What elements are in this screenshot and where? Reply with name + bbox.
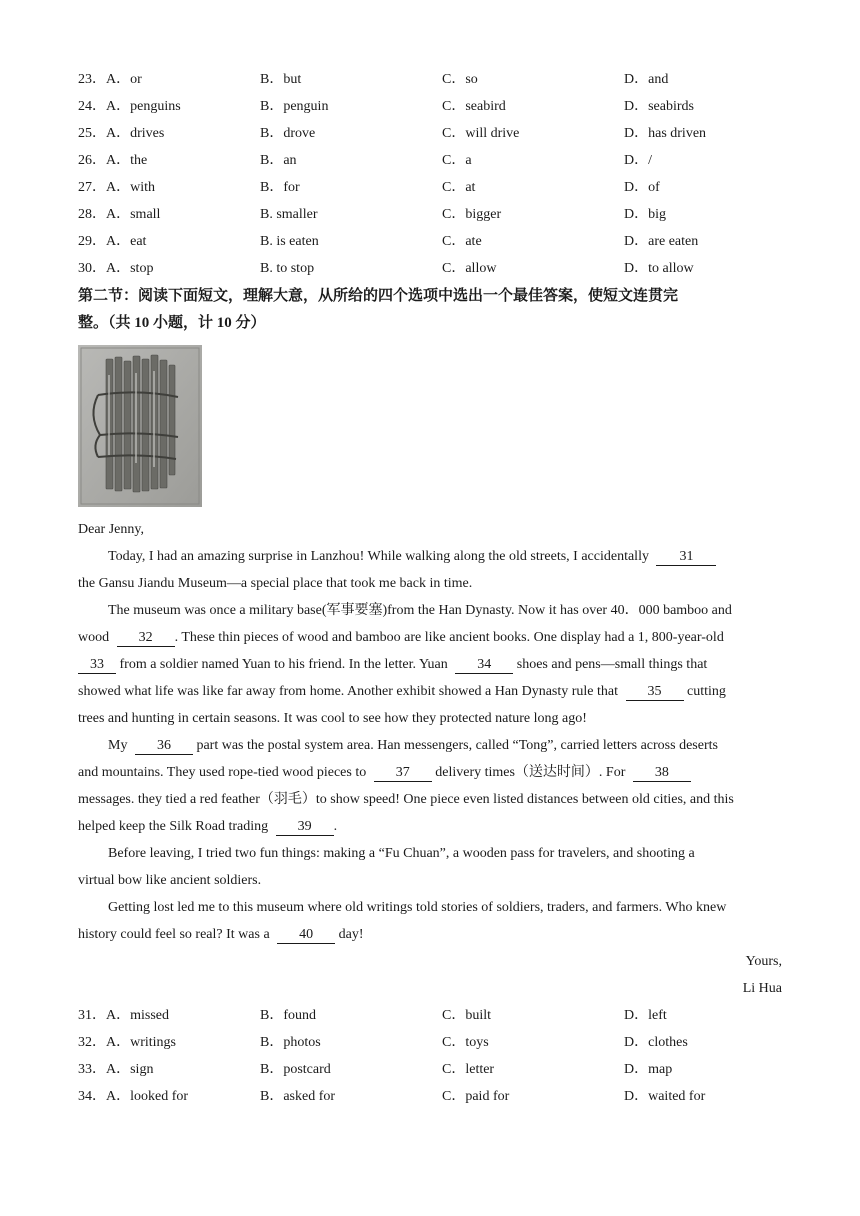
letter-line bbox=[108, 547, 820, 567]
letter-line bbox=[78, 763, 790, 783]
letter-text: history could feel so real? It was a bbox=[78, 927, 270, 942]
letter-text: Today, I had an amazing surprise in Lanzhou! While walking along the old streets, I accidentally bbox=[108, 549, 649, 564]
option-b: B．postcard bbox=[260, 1062, 331, 1077]
letter-line bbox=[78, 655, 790, 675]
option-c: C．a bbox=[442, 153, 472, 168]
option-d: D．has driven bbox=[624, 126, 707, 141]
blank-31: 31 bbox=[656, 548, 716, 566]
letter-signature: Li Hua bbox=[742, 981, 782, 996]
option-d: D．and bbox=[624, 72, 669, 87]
option-d: D．clothes bbox=[624, 1035, 688, 1050]
option-c: C．so bbox=[442, 72, 478, 87]
letter-greeting: Dear Jenny, bbox=[78, 522, 144, 537]
option-a: 28．A．small bbox=[78, 207, 161, 222]
letter-text: showed what life was like far away from home. Another exhibit showed a Han Dynasty rule that bbox=[78, 684, 619, 699]
blank-34: 34 bbox=[455, 656, 513, 674]
option-b: B. to stop bbox=[260, 261, 315, 276]
option-a: 30．A．stop bbox=[78, 261, 154, 276]
option-b: B．for bbox=[260, 180, 300, 195]
option-d: D．map bbox=[624, 1062, 673, 1077]
letter-text: and mountains. They used rope-tied wood pieces to bbox=[78, 765, 367, 780]
section-heading-line-2: 整。（共 10 小题，计 10 分） bbox=[78, 315, 266, 331]
option-d: D．are eaten bbox=[624, 234, 699, 249]
option-b: B．an bbox=[260, 153, 297, 168]
option-b: B. is eaten bbox=[260, 234, 319, 249]
option-b: B. smaller bbox=[260, 207, 318, 222]
option-c: C．letter bbox=[442, 1062, 495, 1077]
letter-line bbox=[78, 628, 790, 648]
option-a: 33．A．sign bbox=[78, 1062, 154, 1077]
section-heading bbox=[78, 283, 790, 337]
letter-text: shoes and pens—small things that bbox=[516, 657, 708, 672]
letter-line: the Gansu Jiandu Museum—a special place that took me back in time. bbox=[78, 576, 473, 591]
option-d: D．/ bbox=[624, 153, 652, 168]
letter-text: . bbox=[333, 819, 338, 834]
option-c: C．at bbox=[442, 180, 476, 195]
option-a: 24．A．penguins bbox=[78, 99, 181, 114]
option-a: 23．A．or bbox=[78, 72, 142, 87]
option-d: D．big bbox=[624, 207, 666, 222]
letter-text: wood bbox=[78, 630, 110, 645]
letter-closing: Yours, bbox=[745, 954, 782, 969]
letter-text: from a soldier named Yuan to his friend. In the letter. Yuan bbox=[119, 657, 448, 672]
option-b: B．photos bbox=[260, 1035, 321, 1050]
letter-text: cutting bbox=[687, 684, 726, 699]
option-d: D．seabirds bbox=[624, 99, 694, 114]
letter-line bbox=[78, 682, 790, 702]
letter-text: part was the postal system area. Han messengers, called “Tong”, carried letters across deserts bbox=[196, 738, 718, 753]
option-d: D．to allow bbox=[624, 261, 694, 276]
blank-40: 40 bbox=[277, 926, 335, 944]
letter-text: helped keep the Silk Road trading bbox=[78, 819, 269, 834]
option-a: 32．A．writings bbox=[78, 1035, 176, 1050]
option-c: C．will drive bbox=[442, 126, 520, 141]
letter-text: day! bbox=[338, 927, 364, 942]
letter-line bbox=[78, 925, 790, 945]
letter-line bbox=[78, 817, 790, 837]
blank-38: 38 bbox=[633, 764, 691, 782]
option-b: B．but bbox=[260, 72, 302, 87]
option-a: 26．A．the bbox=[78, 153, 148, 168]
section-heading-line-1: 第二节：阅读下面短文，理解大意，从所给的四个选项中选出一个最佳答案，使短文连贯完 bbox=[78, 288, 679, 304]
letter-line: virtual bow like ancient soldiers. bbox=[78, 873, 262, 888]
letter-line: Getting lost led me to this museum where old writings told stories of soldiers, traders, and farmers. Who knew bbox=[108, 900, 727, 915]
blank-39: 39 bbox=[276, 818, 334, 836]
blank-32: 32 bbox=[117, 629, 175, 647]
option-d: D．left bbox=[624, 1008, 667, 1023]
option-c: C．seabird bbox=[442, 99, 506, 114]
blank-37: 37 bbox=[374, 764, 432, 782]
option-a: 27．A．with bbox=[78, 180, 155, 195]
option-b: B．found bbox=[260, 1008, 316, 1023]
option-b: B．drove bbox=[260, 126, 316, 141]
bamboo-slips-photo bbox=[78, 345, 202, 507]
option-b: B．penguin bbox=[260, 99, 329, 114]
option-b: B．asked for bbox=[260, 1089, 336, 1104]
option-c: C．built bbox=[442, 1008, 492, 1023]
option-c: C．paid for bbox=[442, 1089, 510, 1104]
option-c: C．toys bbox=[442, 1035, 489, 1050]
option-d: D．waited for bbox=[624, 1089, 706, 1104]
letter-text: delivery times（送达时间）. For bbox=[435, 765, 626, 780]
option-c: C．ate bbox=[442, 234, 482, 249]
blank-36: 36 bbox=[135, 737, 193, 755]
blank-35: 35 bbox=[626, 683, 684, 701]
option-c: C．bigger bbox=[442, 207, 502, 222]
letter-line: trees and hunting in certain seasons. It was cool to see how they protected nature long ago! bbox=[78, 711, 587, 726]
letter-line bbox=[108, 736, 820, 756]
letter-line: messages. they tied a red feather（羽毛）to show speed! One piece even listed distances between old cities, and this bbox=[78, 792, 734, 807]
option-a: 29．A．eat bbox=[78, 234, 147, 249]
blank-33: 33 bbox=[78, 656, 116, 674]
letter-text: . These thin pieces of wood and bamboo are like ancient books. One display had a 1, 800-year-old bbox=[174, 630, 724, 645]
letter-text: My bbox=[108, 738, 128, 753]
letter-line: The museum was once a military base(军事要塞)from the Han Dynasty. Now it has over 40．000 bamboo and bbox=[108, 603, 732, 618]
option-d: D．of bbox=[624, 180, 660, 195]
option-a: 31．A．missed bbox=[78, 1008, 169, 1023]
letter-line: Before leaving, I tried two fun things: making a “Fu Chuan”, a wooden pass for travelers, and shooting a bbox=[108, 846, 695, 861]
option-a: 25．A．drives bbox=[78, 126, 165, 141]
option-a: 34．A．looked for bbox=[78, 1089, 189, 1104]
option-c: C．allow bbox=[442, 261, 497, 276]
